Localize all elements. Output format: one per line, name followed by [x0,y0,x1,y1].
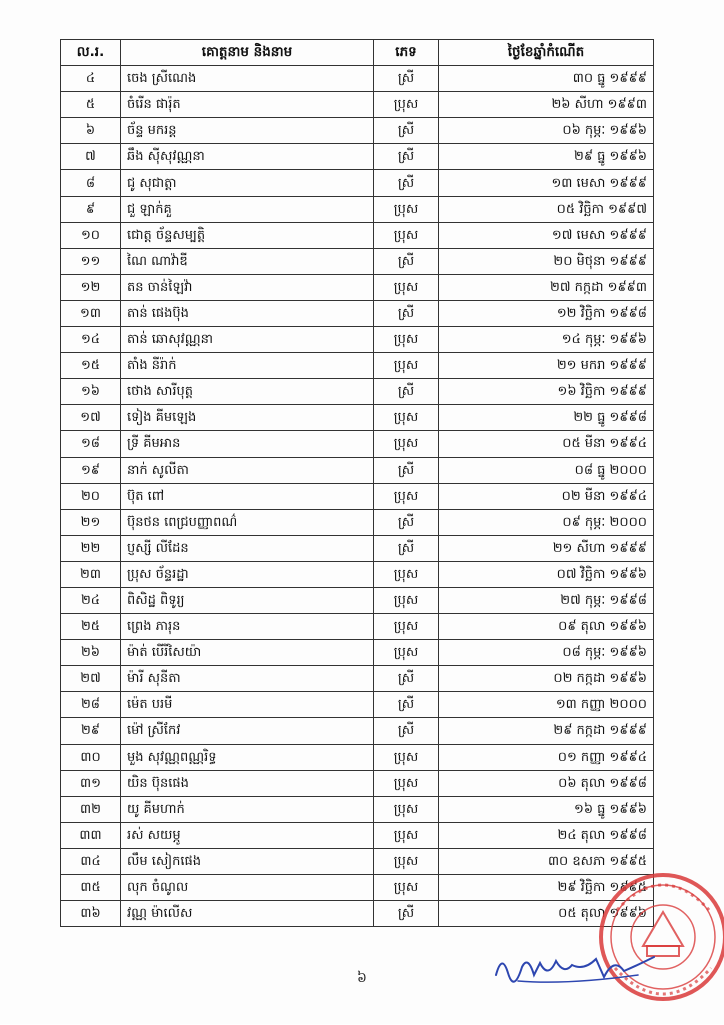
row-date-of-birth: ២៤ តុលា ១៩៩៨ [439,822,654,848]
row-full-name: ឆឹង ស៊ីសុវណ្ណនា [121,144,374,170]
row-number: ២២ [61,535,121,561]
row-number: ១៣ [61,300,121,326]
row-number: ៣៥ [61,875,121,901]
row-number: ៦ [61,118,121,144]
page-number: ៦ [357,970,367,986]
row-full-name: តាំង នីរ៉ាក់ [121,353,374,379]
row-date-of-birth: ១៣ មេសា ១៩៩៩ [439,170,654,196]
row-date-of-birth: ២៦ សីហា ១៩៩៣ [439,92,654,118]
row-sex: ប្រុស [374,640,439,666]
table-row [61,483,654,509]
table-row [61,118,654,144]
row-date-of-birth: ៣០ ឧសភា ១៩៩៥ [439,848,654,874]
row-sex: ស្រី [374,144,439,170]
row-sex: ប្រុស [374,875,439,901]
row-number: ២៦ [61,640,121,666]
row-date-of-birth: ០៥ វិច្ឆិកា ១៩៩៧ [439,196,654,222]
table-row [61,222,654,248]
row-number: ៣១ [61,770,121,796]
row-full-name: ណៃ ណាវ៉ាឌី [121,248,374,274]
table-row [61,796,654,822]
row-full-name: តាន់ ផេងប៊ុង [121,300,374,326]
official-stamp [597,850,724,1025]
row-date-of-birth: ០៦ កុម្ភៈ ១៩៩៦ [439,118,654,144]
row-sex: ប្រុស [374,614,439,640]
table-row [61,901,654,927]
row-sex: ស្រី [374,118,439,144]
row-full-name: តាន់ ឆោសុវណ្ណនា [121,327,374,353]
table-row [61,379,654,405]
row-date-of-birth: ២១ មករា ១៩៩៩ [439,353,654,379]
row-sex: ប្រុស [374,822,439,848]
row-sex: ប្រុស [374,353,439,379]
row-number: ៣២ [61,796,121,822]
row-sex: ស្រី [374,692,439,718]
table-row [61,248,654,274]
row-full-name: ទ្រី គីមអាន [121,431,374,457]
row-date-of-birth: ២៩ ធ្នូ ១៩៩៦ [439,144,654,170]
row-date-of-birth: ០៦ តុលា ១៩៩៨ [439,770,654,796]
row-number: ៥ [61,92,121,118]
table-row [61,848,654,874]
row-sex: ស្រី [374,535,439,561]
row-sex: ប្រុស [374,431,439,457]
table-row [61,744,654,770]
row-full-name: ចេង ស្រីណេង [121,66,374,92]
table-row [61,875,654,901]
row-full-name: យូ គីមហាក់ [121,796,374,822]
table-row [61,405,654,431]
table-row [61,170,654,196]
row-full-name: ច័ន្ទ មករន្ត [121,118,374,144]
row-sex: ប្រុស [374,274,439,300]
row-number: ១៤ [61,327,121,353]
row-full-name: មួង សុវណ្ណពណ្ណរិទ្ធ [121,744,374,770]
row-sex: ស្រី [374,718,439,744]
header-full-name: គោត្តនាម និងនាម [121,40,374,66]
row-number: ១៦ [61,379,121,405]
table-body [61,66,654,927]
table-row [61,327,654,353]
row-number: ១៨ [61,431,121,457]
row-full-name: ប៊ុនថន ពេជ្របញ្ញាពណ៌ [121,509,374,535]
row-full-name: ម៉ារី សុនីតា [121,666,374,692]
table-row [61,457,654,483]
row-date-of-birth: ១៦ ធ្នូ ១៩៩៦ [439,796,654,822]
row-date-of-birth: ០៨ ធ្នូ ២០០០ [439,457,654,483]
row-sex: ស្រី [374,170,439,196]
row-sex: ស្រី [374,509,439,535]
table-row [61,66,654,92]
row-date-of-birth: ០៨ កុម្ភៈ ១៩៩៦ [439,640,654,666]
row-sex: ប្រុស [374,222,439,248]
row-full-name: ម៉ាត់ បើរីសៃយ៉ា [121,640,374,666]
row-full-name: រស់ សយម្ភូ [121,822,374,848]
row-full-name: ជូ សុជាត្តា [121,170,374,196]
row-number: ២៣ [61,561,121,587]
row-date-of-birth: ២៧ កក្កដា ១៩៩៣ [439,274,654,300]
table-row [61,640,654,666]
row-number: ២០ [61,483,121,509]
row-number: ១៥ [61,353,121,379]
row-sex: ប្រុស [374,796,439,822]
row-number: ៩ [61,196,121,222]
row-number: ២៤ [61,587,121,613]
row-full-name: ទៀង គីមឡេង [121,405,374,431]
row-full-name: លឹម សៀកផេង [121,848,374,874]
row-number: ៨ [61,170,121,196]
header-number: ល.រ. [61,40,121,66]
row-sex: ប្រុស [374,744,439,770]
table-row [61,614,654,640]
row-full-name: វណ្ណ ម៉ាលើស [121,901,374,927]
row-full-name: ម៉េត បរមី [121,692,374,718]
row-full-name: ព្រេង ភារុន [121,614,374,640]
signature [488,945,678,990]
row-date-of-birth: ៣០ ធ្នូ ១៩៩៩ [439,66,654,92]
row-number: ១៩ [61,457,121,483]
row-number: ២៩ [61,718,121,744]
table-row [61,666,654,692]
row-full-name: ជោត្ត ច័ន្ទសម្បត្តិ [121,222,374,248]
row-number: ៣០ [61,744,121,770]
row-full-name: ប៊ុត ពៅ [121,483,374,509]
row-date-of-birth: ០៩ កុម្ភៈ ២០០០ [439,509,654,535]
table-row [61,770,654,796]
row-number: ៣៦ [61,901,121,927]
row-sex: ប្រុស [374,587,439,613]
row-sex: ប្រុស [374,196,439,222]
header-sex: ភេទ [374,40,439,66]
table-row [61,144,654,170]
row-date-of-birth: ១៤ កុម្ភៈ ១៩៩៦ [439,327,654,353]
row-date-of-birth: ០២ មីនា ១៩៩៤ [439,483,654,509]
row-number: ២៧ [61,666,121,692]
row-full-name: ពិសិដ្ឋ ពិទូរ្យ [121,587,374,613]
row-full-name: តន ចាន់ឡៃវ៉ា [121,274,374,300]
row-full-name: ថោង សារីបុត្ត [121,379,374,405]
row-date-of-birth: ០៥ មីនា ១៩៩៤ [439,431,654,457]
row-sex: ស្រី [374,300,439,326]
row-sex: ស្រី [374,666,439,692]
row-number: ៣៣ [61,822,121,848]
row-full-name: លុក ចំណូល [121,875,374,901]
row-sex: ស្រី [374,457,439,483]
row-date-of-birth: ២៩ វិច្ឆិកា ១៩៩៥ [439,875,654,901]
table-row [61,431,654,457]
header-date-of-birth: ថ្ងៃខែឆ្នាំកំណើត [439,40,654,66]
row-date-of-birth: ២១ សីហា ១៩៩៩ [439,535,654,561]
row-number: ៧ [61,144,121,170]
row-full-name: ចំរើន ផារ៉ុត [121,92,374,118]
row-full-name: យិន ប៊ុនផេង [121,770,374,796]
row-full-name: នាក់ សូលីតា [121,457,374,483]
row-full-name: ម៉ៅ ស្រីកែវ [121,718,374,744]
row-sex: ប្រុស [374,770,439,796]
row-number: ១១ [61,248,121,274]
row-sex: ប្រុស [374,92,439,118]
row-sex: ស្រី [374,248,439,274]
row-sex: ស្រី [374,901,439,927]
row-sex: ប្រុស [374,483,439,509]
row-date-of-birth: ០៧ វិច្ឆិកា ១៩៩៦ [439,561,654,587]
row-full-name: ប្ញស្សី លីដែន [121,535,374,561]
table-row [61,353,654,379]
row-sex: ស្រី [374,379,439,405]
table-row [61,535,654,561]
row-sex: ប្រុស [374,327,439,353]
row-date-of-birth: ១៣ កញ្ញា ២០០០ [439,692,654,718]
student-roster-table [60,39,654,927]
table-row [61,92,654,118]
row-date-of-birth: ១៧ មេសា ១៩៩៩ [439,222,654,248]
row-number: ៤ [61,66,121,92]
row-number: ២១ [61,509,121,535]
row-date-of-birth: ២២ ធ្នូ ១៩៩៨ [439,405,654,431]
row-date-of-birth: ២៩ កក្កដា ១៩៩៩ [439,718,654,744]
table-row [61,509,654,535]
table-row [61,718,654,744]
table-row [61,561,654,587]
row-number: ២៨ [61,692,121,718]
row-date-of-birth: ២០ មិថុនា ១៩៩៩ [439,248,654,274]
table-row [61,274,654,300]
row-full-name: ជួ ឡាក់គួ [121,196,374,222]
row-date-of-birth: ២៧ កុម្ភៈ ១៩៩៨ [439,587,654,613]
row-date-of-birth: ១៦ វិច្ឆិកា ១៩៩៩ [439,379,654,405]
row-date-of-birth: ០៥ តុលា ១៩៩៦ [439,901,654,927]
table-header-row [61,40,654,66]
table-row [61,822,654,848]
row-full-name: ប្រុស ច័ន្ទរដ្ឋា [121,561,374,587]
table-row [61,196,654,222]
row-number: ១៧ [61,405,121,431]
row-date-of-birth: ០៩ តុលា ១៩៩៦ [439,614,654,640]
row-sex: ប្រុស [374,405,439,431]
row-date-of-birth: ០១ កញ្ញា ១៩៩៤ [439,744,654,770]
row-number: ២៥ [61,614,121,640]
row-date-of-birth: ០២ កក្កដា ១៩៩៦ [439,666,654,692]
row-number: ៣៤ [61,848,121,874]
row-sex: ស្រី [374,66,439,92]
table-row [61,587,654,613]
row-sex: ប្រុស [374,848,439,874]
row-sex: ប្រុស [374,561,439,587]
row-date-of-birth: ១២ វិច្ឆិកា ១៩៩៨ [439,300,654,326]
row-number: ១២ [61,274,121,300]
table-row [61,692,654,718]
row-number: ១០ [61,222,121,248]
table-row [61,300,654,326]
